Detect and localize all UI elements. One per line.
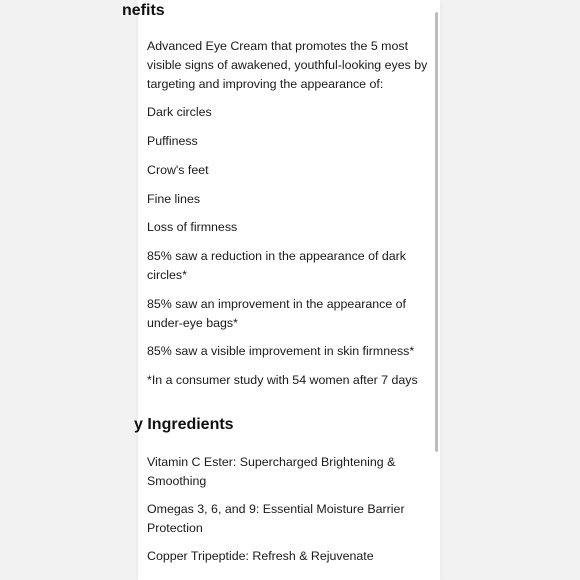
claim-skin-firmness: 85% saw a visible improvement in skin firmness* [147,344,415,358]
benefit-item-dark-circles: Dark circles [147,105,212,119]
claim-under-eye-bags: 85% saw an improvement in the appearance of under-eye bags* [147,297,406,330]
study-footnote: *In a consumer study with 54 women after 7 days [147,373,418,387]
benefits-intro: Advanced Eye Cream that promotes the 5 most visible signs of awakened, youthful-looking eyes by targeting and improving the appearance of: [147,39,428,91]
benefit-item-loss-of-firmness: Loss of firmness [147,220,238,234]
benefit-item-puffiness: Puffiness [147,134,198,148]
benefits-heading: nefits [122,2,165,19]
claim-dark-circles: 85% saw a reduction in the appearance of dark circles* [147,249,406,282]
key-ingredients-heading: y Ingredients [134,416,234,433]
ingredient-omegas: Omegas 3, 6, and 9: Essential Moisture Barrier Protection [147,502,405,535]
vertical-scrollbar[interactable] [435,12,438,452]
ingredient-vitamin-c-ester: Vitamin C Ester: Supercharged Brightening & Smoothing [147,455,396,488]
product-details-panel [122,0,440,580]
benefit-item-crows-feet: Crow's feet [147,163,209,177]
ingredient-copper-tripeptide: Copper Tripeptide: Refresh & Rejuvenate [147,549,374,563]
benefit-item-fine-lines: Fine lines [147,192,201,206]
